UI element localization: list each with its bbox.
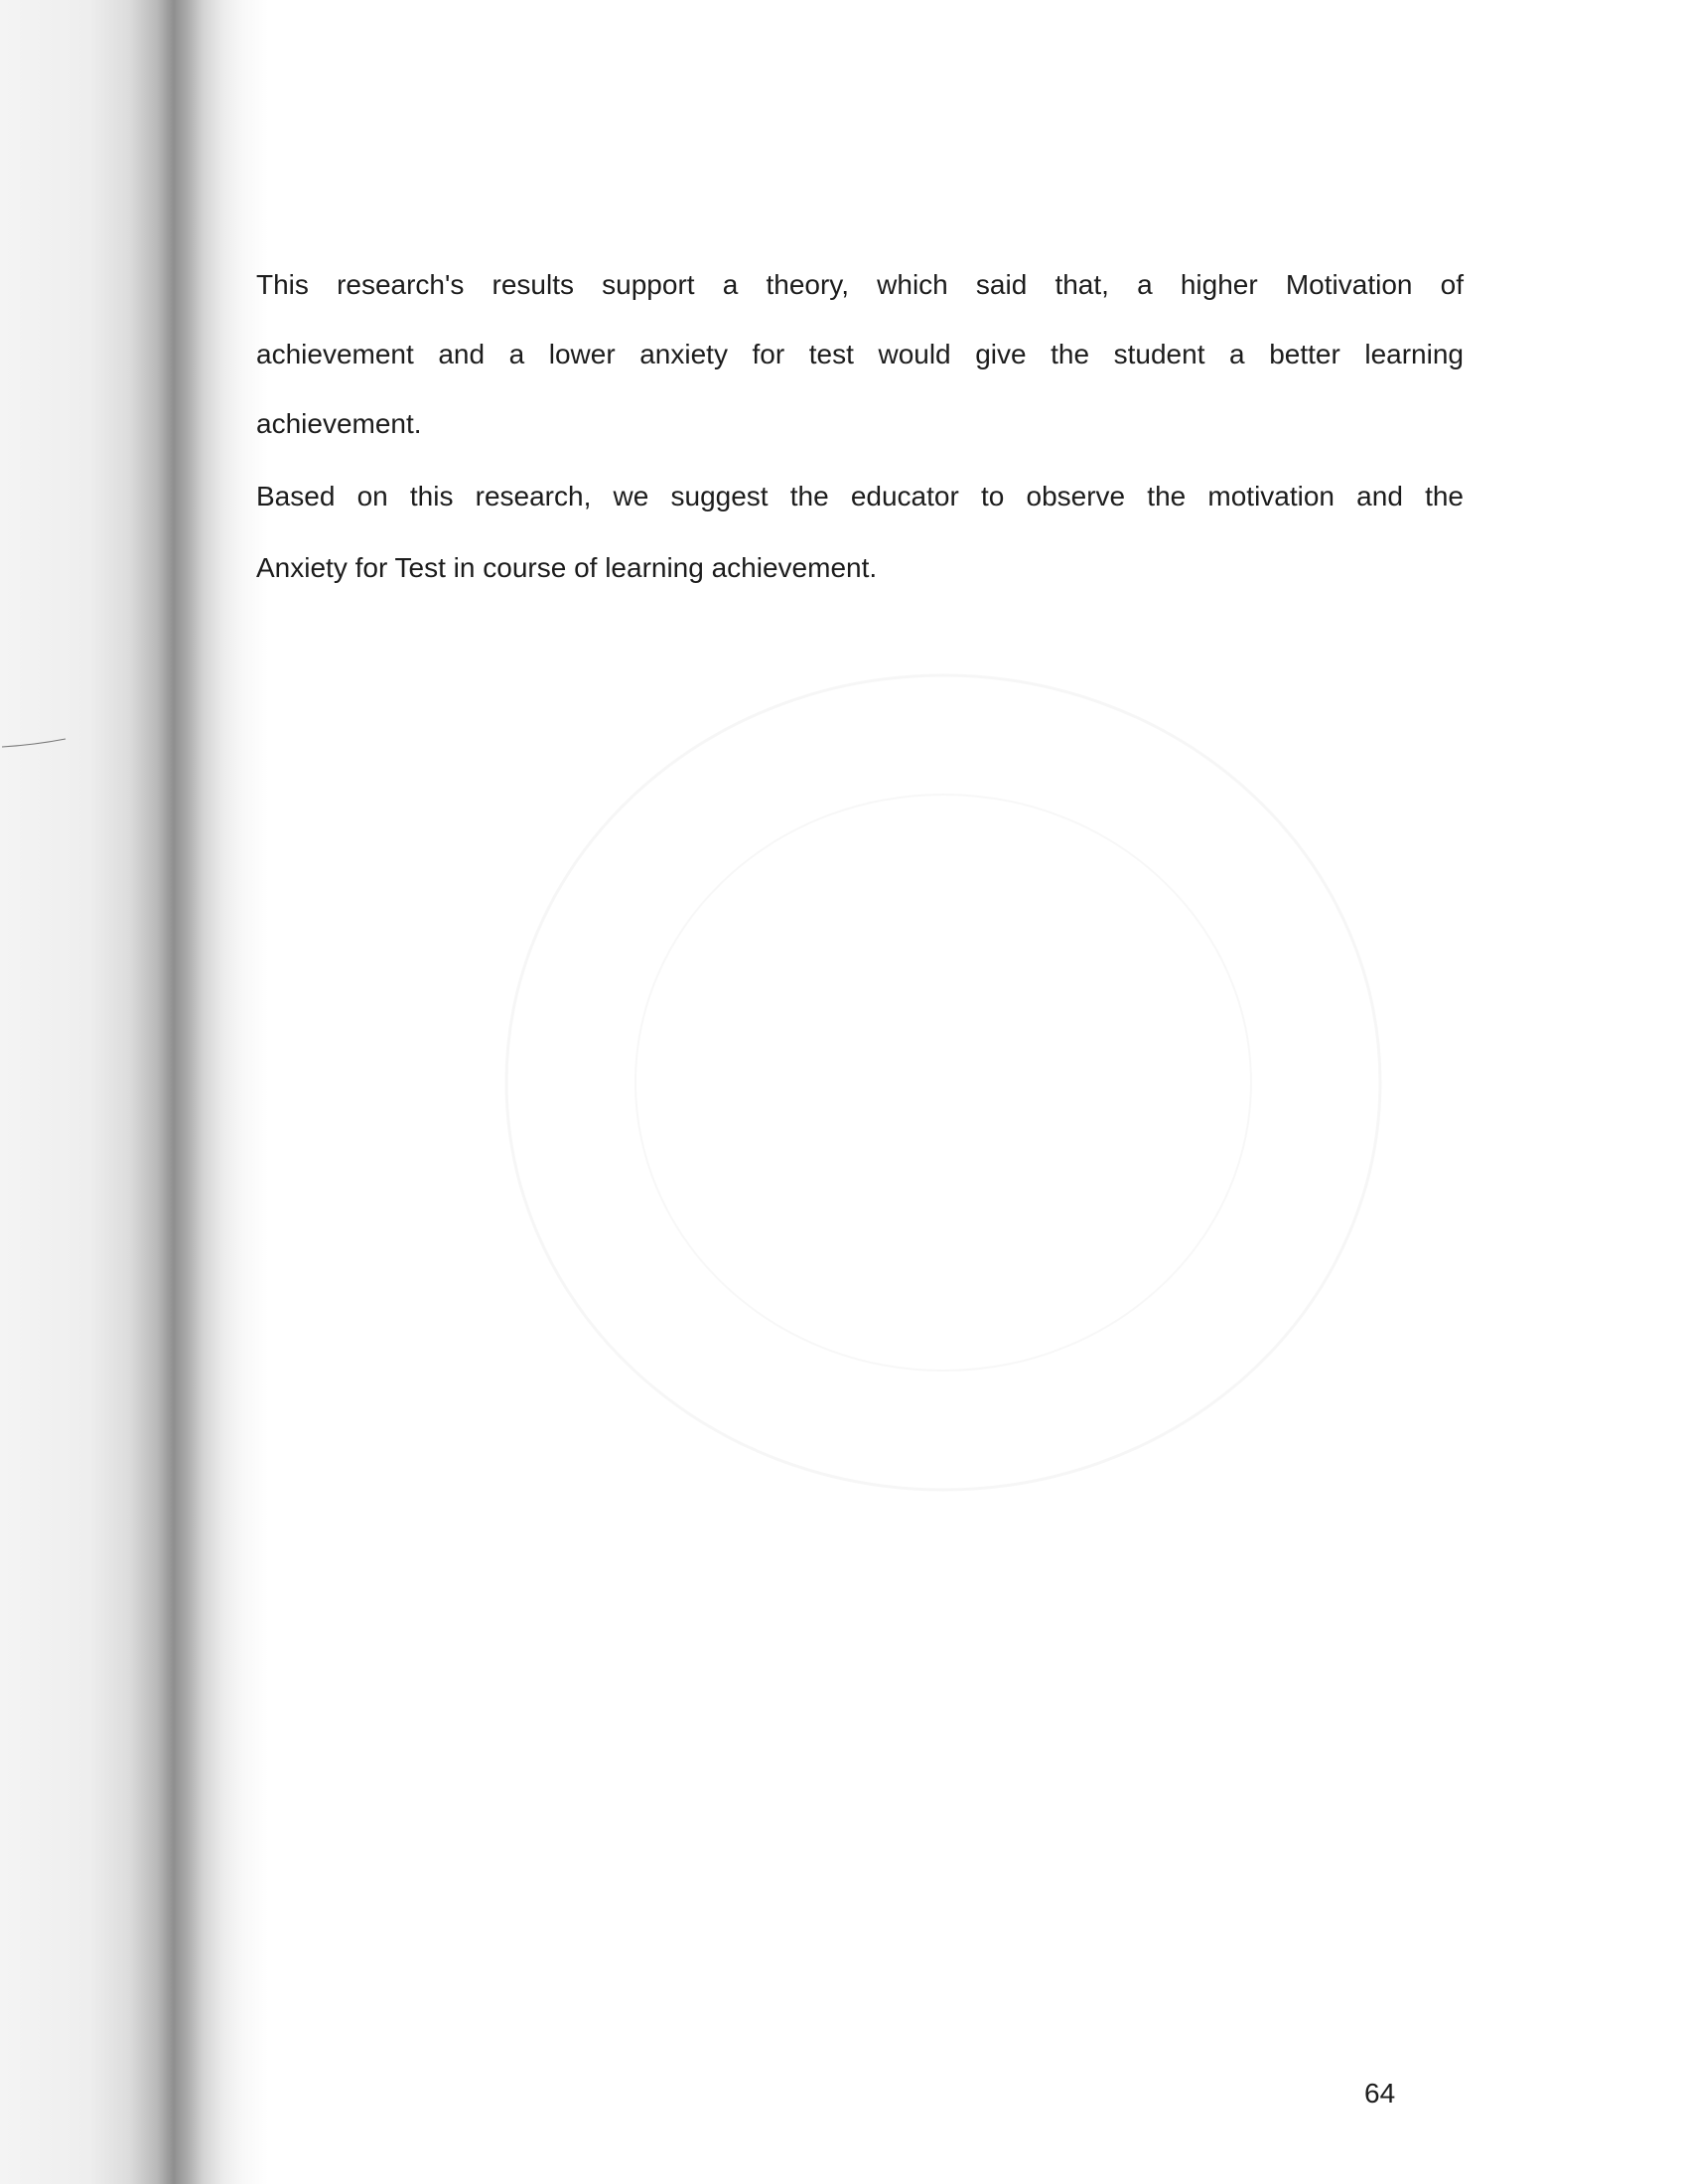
paragraph-line: This research's results support a theory, which said that, a higher Motivation of [256, 269, 1464, 300]
paragraph-line: Based on this research, we suggest the educator to observe the motivation and the [256, 481, 1464, 511]
paragraph-line: achievement. [256, 408, 422, 439]
faint-watermark-seal [496, 665, 1390, 1500]
paragraph-line: Anxiety for Test in course of learning achievement. [256, 552, 878, 583]
book-gutter-shadow [0, 0, 268, 2184]
page-number: 64 [1364, 2078, 1396, 2109]
paragraph-suggestion [256, 461, 1464, 604]
margin-pencil-mark [0, 735, 70, 755]
paragraph-line: achievement and a lower anxiety for test would give the student a better learning [256, 339, 1464, 369]
paragraph-conclusion [256, 250, 1464, 459]
